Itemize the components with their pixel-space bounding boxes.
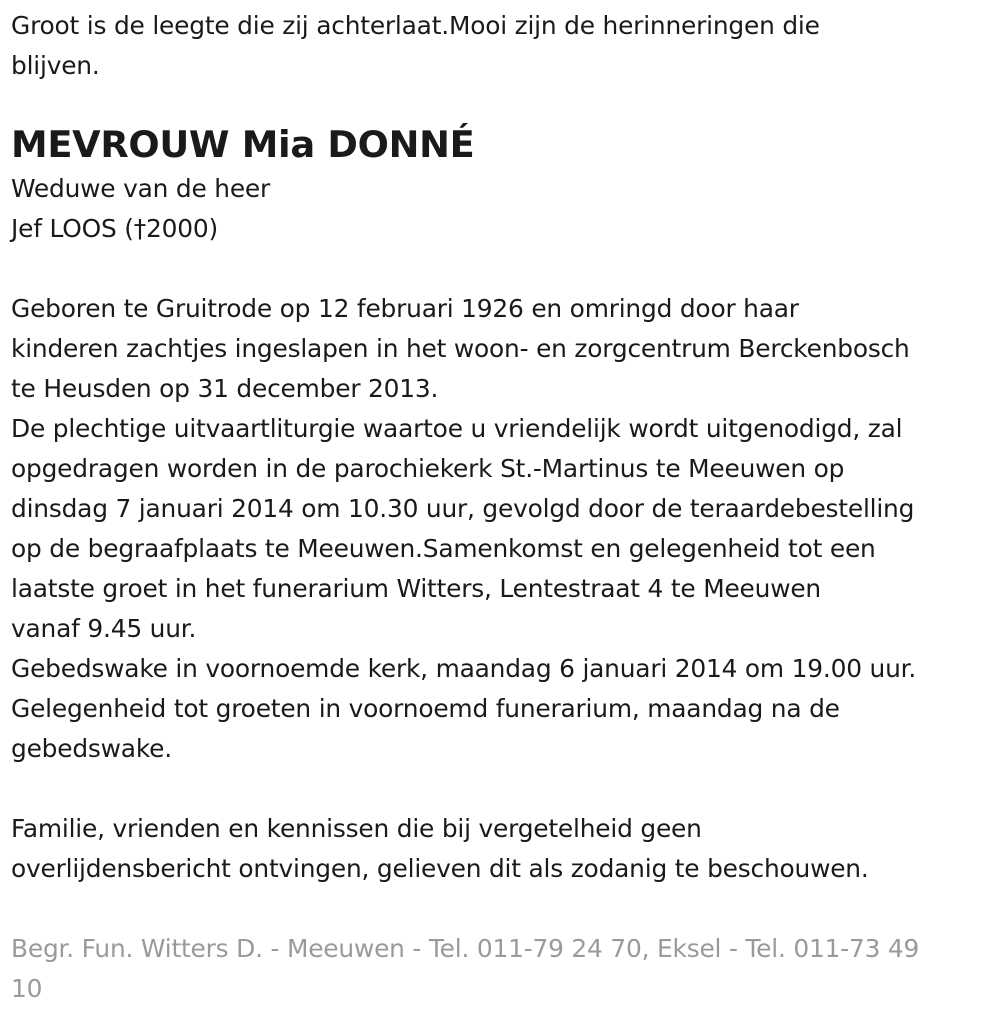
footer-line: 10: [11, 974, 43, 1003]
relation-line: Weduwe van de heer: [11, 174, 271, 203]
body-line: opgedragen worden in de parochiekerk St.-Martinus te Meeuwen op: [11, 454, 845, 483]
body-text: [11, 289, 996, 769]
motto: [11, 6, 996, 86]
spacer: [11, 889, 996, 929]
notice: [11, 809, 996, 889]
body-line: te Heusden op 31 december 2013.: [11, 374, 439, 403]
body-line: kinderen zachtjes ingeslapen in het woon- en zorgcentrum Berckenbosch: [11, 334, 910, 363]
obituary-document: [11, 6, 996, 1009]
motto-line: blijven.: [11, 51, 100, 80]
body-line: Geboren te Gruitrode op 12 februari 1926 en omringd door haar: [11, 294, 799, 323]
notice-line: overlijdensbericht ontvingen, gelieven dit als zodanig te beschouwen.: [11, 854, 869, 883]
body-line: vanaf 9.45 uur.: [11, 614, 197, 643]
body-line: De plechtige uitvaartliturgie waartoe u vriendelijk wordt uitgenodigd, zal: [11, 414, 903, 443]
relation-line: Jef LOOS (†2000): [11, 214, 218, 243]
body-line: dinsdag 7 januari 2014 om 10.30 uur, gevolgd door de teraardebestelling: [11, 494, 915, 523]
body-line: Gebedswake in voornoemde kerk, maandag 6 januari 2014 om 19.00 uur.: [11, 654, 917, 683]
body-line: gebedswake.: [11, 734, 172, 763]
body-line: Gelegenheid tot groeten in voornoemd funerarium, maandag na de: [11, 694, 840, 723]
body-line: op de begraafplaats te Meeuwen.Samenkomst en gelegenheid tot een: [11, 534, 876, 563]
footer-line: Begr. Fun. Witters D. - Meeuwen - Tel. 011-79 24 70, Eksel - Tel. 011-73 49: [11, 934, 920, 963]
deceased-name: MEVROUW Mia DONNÉ: [11, 123, 475, 166]
funeral-home-footer: [11, 929, 996, 1009]
motto-line: Groot is de leegte die zij achterlaat.Mooi zijn de herinneringen die: [11, 11, 820, 40]
spacer: [11, 769, 996, 809]
relation: [11, 169, 996, 249]
body-line: laatste groet in het funerarium Witters, Lentestraat 4 te Meeuwen: [11, 574, 821, 603]
notice-line: Familie, vrienden en kennissen die bij vergetelheid geen: [11, 814, 702, 843]
spacer: [11, 249, 996, 289]
